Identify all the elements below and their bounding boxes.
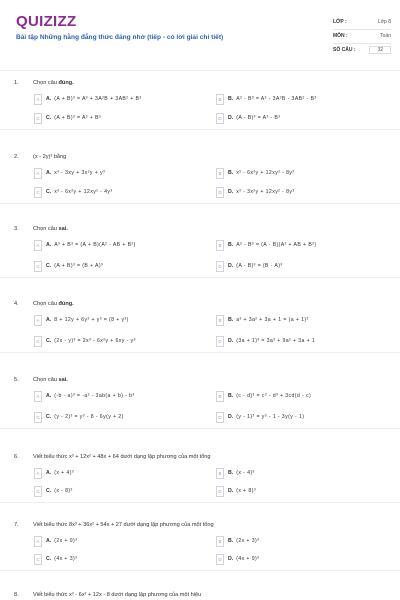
question-prompt bbox=[33, 592, 201, 598]
option-letter-box[interactable]: B bbox=[216, 468, 224, 479]
answer-option-d[interactable] bbox=[216, 410, 304, 424]
quizizz-logo: QUIZIZZ bbox=[16, 13, 77, 30]
option-label: C. bbox=[46, 115, 52, 121]
question-prompt-text: Viết biểu thức x³ - 6x² + 12x - 8 dưới dạng lập phương của một hiệu bbox=[33, 592, 202, 598]
meta-key: SỐ CÂU : bbox=[333, 47, 356, 53]
meta-row-subject bbox=[333, 29, 391, 43]
option-expression: x³ - 3xy + 3x²y + y³ bbox=[54, 170, 106, 176]
option-letter-box[interactable]: A bbox=[34, 240, 42, 251]
question-divider bbox=[0, 203, 400, 204]
option-label: A. bbox=[46, 393, 52, 399]
option-label: B. bbox=[228, 170, 234, 176]
option-label: B. bbox=[228, 242, 234, 248]
question-prompt bbox=[33, 226, 68, 232]
answer-option-c[interactable] bbox=[34, 111, 101, 125]
option-expression: (x + 8)³ bbox=[236, 488, 256, 494]
option-letter-box[interactable]: A bbox=[34, 468, 42, 479]
option-letter-box[interactable]: B bbox=[216, 391, 224, 402]
option-expression: (3a + 1)³ = 3a³ + 9a² + 3a + 1 bbox=[236, 338, 316, 344]
meta-value: Toán bbox=[380, 33, 391, 39]
option-letter-box[interactable]: D bbox=[216, 554, 224, 565]
option-label: B. bbox=[228, 538, 234, 544]
meta-value: Lớp 8 bbox=[377, 19, 391, 25]
option-label: B. bbox=[228, 317, 234, 323]
option-expression: (2x + 9)³ bbox=[54, 538, 78, 544]
option-letter-box[interactable]: C bbox=[34, 113, 42, 124]
option-letter-box[interactable]: D bbox=[216, 261, 224, 272]
option-expression: 8 + 12y + 6y² + y³ = (8 + y³) bbox=[54, 317, 129, 323]
question-divider bbox=[0, 129, 400, 130]
option-expression: A³ - B³ = A³ - 3A²B - 3AB² - B³ bbox=[236, 96, 317, 102]
option-letter-box[interactable]: B bbox=[216, 536, 224, 547]
option-label: A. bbox=[46, 538, 52, 544]
answer-option-b[interactable] bbox=[216, 389, 311, 403]
answer-option-d[interactable] bbox=[216, 552, 259, 566]
option-letter-box[interactable]: D bbox=[216, 412, 224, 423]
option-label: C. bbox=[46, 263, 52, 269]
option-letter-box[interactable]: A bbox=[34, 315, 42, 326]
header-divider bbox=[0, 70, 400, 71]
question-number: 4. bbox=[14, 301, 19, 307]
question-divider bbox=[0, 570, 400, 571]
option-label: C. bbox=[46, 488, 52, 494]
option-label: D. bbox=[228, 488, 234, 494]
option-expression: x³ - 6x²y + 12xy² - 8y³ bbox=[236, 170, 295, 176]
answer-option-c[interactable] bbox=[34, 334, 136, 348]
option-expression: A³ + B³ = (A + B)(A² - AB + B²) bbox=[54, 242, 136, 248]
question-divider bbox=[0, 428, 400, 429]
question-number: 3. bbox=[14, 226, 19, 232]
option-expression: (A - B)³ = A³ - B³ bbox=[236, 115, 281, 121]
option-label: D. bbox=[228, 263, 234, 269]
answer-option-c[interactable] bbox=[34, 185, 113, 199]
option-label: D. bbox=[228, 338, 234, 344]
option-letter-box[interactable]: A bbox=[34, 94, 42, 105]
worksheet-meta bbox=[333, 15, 391, 57]
question-prompt-emphasis: đúng. bbox=[58, 80, 74, 86]
question-prompt-text: Chọn câu bbox=[33, 301, 59, 307]
question-prompt-text: Chọn câu bbox=[33, 377, 59, 383]
question-prompt-text: Chọn câu bbox=[33, 80, 59, 86]
option-expression: a³ + 3a² + 3a + 1 = (a + 1)³ bbox=[236, 317, 309, 323]
question-number: 5. bbox=[14, 377, 19, 383]
option-letter-box[interactable]: B bbox=[216, 94, 224, 105]
option-letter-box[interactable]: C bbox=[34, 336, 42, 347]
option-expression: (4x + 9)³ bbox=[236, 556, 260, 562]
option-label: A. bbox=[46, 170, 52, 176]
worksheet-header bbox=[0, 0, 400, 70]
option-letter-box[interactable]: D bbox=[216, 486, 224, 497]
option-letter-box[interactable]: D bbox=[216, 113, 224, 124]
option-label: C. bbox=[46, 414, 52, 420]
answer-option-a[interactable] bbox=[34, 92, 142, 106]
option-expression: (2x - y)³ = 2x³ - 6x²y + 6xy - y³ bbox=[54, 338, 136, 344]
meta-divider bbox=[333, 43, 391, 44]
meta-divider bbox=[333, 29, 391, 30]
answer-option-a[interactable] bbox=[34, 238, 136, 252]
answer-option-a[interactable] bbox=[34, 466, 74, 480]
meta-row-count bbox=[333, 43, 391, 57]
option-expression: (y - 2)³ = y³ - 8 - 6y(y + 2) bbox=[54, 414, 124, 420]
option-label: A. bbox=[46, 470, 52, 476]
option-letter-box[interactable]: A bbox=[34, 391, 42, 402]
option-expression: (x - 8)³ bbox=[54, 488, 73, 494]
option-label: C. bbox=[46, 556, 52, 562]
answer-option-b[interactable] bbox=[216, 238, 316, 252]
option-letter-box[interactable]: D bbox=[216, 336, 224, 347]
answer-option-a[interactable] bbox=[34, 313, 129, 327]
option-letter-box[interactable]: A bbox=[34, 168, 42, 179]
option-expression: (y - 1)³ = y³ - 1 - 3y(y - 1) bbox=[236, 414, 305, 420]
answer-option-a[interactable] bbox=[34, 389, 135, 403]
answer-option-c[interactable] bbox=[34, 410, 124, 424]
answer-option-d[interactable] bbox=[216, 484, 256, 498]
question-prompt bbox=[33, 454, 211, 460]
question-number: 7. bbox=[14, 522, 19, 528]
option-expression: (4x + 3)³ bbox=[54, 556, 78, 562]
meta-key: MÔN : bbox=[333, 33, 348, 39]
option-expression: (A + B)³ = A³ + 3A²B + 3AB² + B³ bbox=[54, 96, 142, 102]
answer-option-c[interactable] bbox=[34, 484, 73, 498]
answer-option-d[interactable] bbox=[216, 259, 283, 273]
option-label: C. bbox=[46, 189, 52, 195]
option-letter-box[interactable]: D bbox=[216, 187, 224, 198]
option-expression: (A - B)³ = (B - A)³ bbox=[236, 263, 283, 269]
question-prompt-emphasis: đúng. bbox=[58, 301, 74, 307]
option-label: A. bbox=[46, 317, 52, 323]
option-expression: (-b - a)³ = -a³ - 3ab(a + b) - b³ bbox=[54, 393, 135, 399]
option-label: C. bbox=[46, 338, 52, 344]
option-expression: (c - d)³ = c³ - d³ + 3cd(d - c) bbox=[236, 393, 312, 399]
option-label: A. bbox=[46, 242, 52, 248]
option-label: D. bbox=[228, 414, 234, 420]
meta-key: LỚP : bbox=[333, 19, 347, 25]
answer-option-b[interactable] bbox=[216, 166, 295, 180]
question-prompt bbox=[33, 377, 68, 383]
question-prompt-emphasis: sai. bbox=[58, 377, 68, 383]
option-expression: (2x + 3)³ bbox=[236, 538, 260, 544]
meta-value: 32 bbox=[369, 46, 391, 54]
answer-option-b[interactable] bbox=[216, 92, 316, 106]
option-expression: A³ - B³ = (A - B)(A² + AB + B²) bbox=[236, 242, 317, 248]
answer-option-b[interactable] bbox=[216, 466, 255, 480]
option-letter-box[interactable]: C bbox=[34, 486, 42, 497]
option-label: D. bbox=[228, 115, 234, 121]
answer-option-b[interactable] bbox=[216, 534, 259, 548]
question-number: 8. bbox=[14, 592, 19, 598]
option-letter-box[interactable]: B bbox=[216, 168, 224, 179]
question-prompt bbox=[33, 154, 66, 160]
option-expression: (x + 4)³ bbox=[54, 470, 74, 476]
option-label: B. bbox=[228, 470, 234, 476]
option-letter-box[interactable]: B bbox=[216, 240, 224, 251]
option-letter-box[interactable]: C bbox=[34, 261, 42, 272]
answer-option-a[interactable] bbox=[34, 534, 77, 548]
option-label: D. bbox=[228, 189, 234, 195]
option-expression: (A + B)³ = A³ + B³ bbox=[54, 115, 102, 121]
question-divider bbox=[0, 352, 400, 353]
question-prompt bbox=[33, 80, 74, 86]
answer-option-c[interactable] bbox=[34, 552, 77, 566]
option-expression: x³ - 6x²y + 12xy² - 4y³ bbox=[54, 189, 113, 195]
question-prompt-text: Viết biểu thức x³ + 12x² + 48x + 64 dưới dạng lập phương của một tổng bbox=[33, 454, 211, 460]
question-prompt bbox=[33, 522, 214, 528]
option-letter-box[interactable]: C bbox=[34, 554, 42, 565]
answer-option-d[interactable] bbox=[216, 185, 295, 199]
question-prompt-text: Chọn câu bbox=[33, 226, 59, 232]
option-letter-box[interactable]: C bbox=[34, 412, 42, 423]
option-label: A. bbox=[46, 96, 52, 102]
question-number: 1. bbox=[14, 80, 19, 86]
option-label: B. bbox=[228, 96, 234, 102]
answer-option-a[interactable] bbox=[34, 166, 105, 180]
option-label: D. bbox=[228, 556, 234, 562]
option-expression: (x - 4)³ bbox=[236, 470, 255, 476]
option-letter-box[interactable]: C bbox=[34, 187, 42, 198]
question-prompt-emphasis: sai. bbox=[58, 226, 68, 232]
option-label: B. bbox=[228, 393, 234, 399]
option-expression: (A + B)³ = (B + A)³ bbox=[54, 263, 104, 269]
question-number: 6. bbox=[14, 454, 19, 460]
option-letter-box[interactable]: B bbox=[216, 315, 224, 326]
question-divider bbox=[0, 277, 400, 278]
question-prompt-text: (x - 2y)³ bằng bbox=[33, 154, 67, 160]
option-expression: x³ - 3x²y + 12xy² - 8y³ bbox=[236, 189, 295, 195]
answer-option-b[interactable] bbox=[216, 313, 309, 327]
answer-option-d[interactable] bbox=[216, 111, 280, 125]
meta-row-class bbox=[333, 15, 391, 29]
worksheet-title: Bài tập Những hằng đẳng thức đáng nhớ (tiếp - có lời giải chi tiết) bbox=[16, 34, 224, 41]
question-number: 2. bbox=[14, 154, 19, 160]
question-prompt bbox=[33, 301, 74, 307]
option-letter-box[interactable]: A bbox=[34, 536, 42, 547]
answer-option-c[interactable] bbox=[34, 259, 103, 273]
question-divider bbox=[0, 502, 400, 503]
answer-option-d[interactable] bbox=[216, 334, 315, 348]
question-prompt-text: Viết biểu thức 8x³ + 36x² + 54x + 27 dưới dạng lập phương của một tổng bbox=[33, 522, 214, 528]
